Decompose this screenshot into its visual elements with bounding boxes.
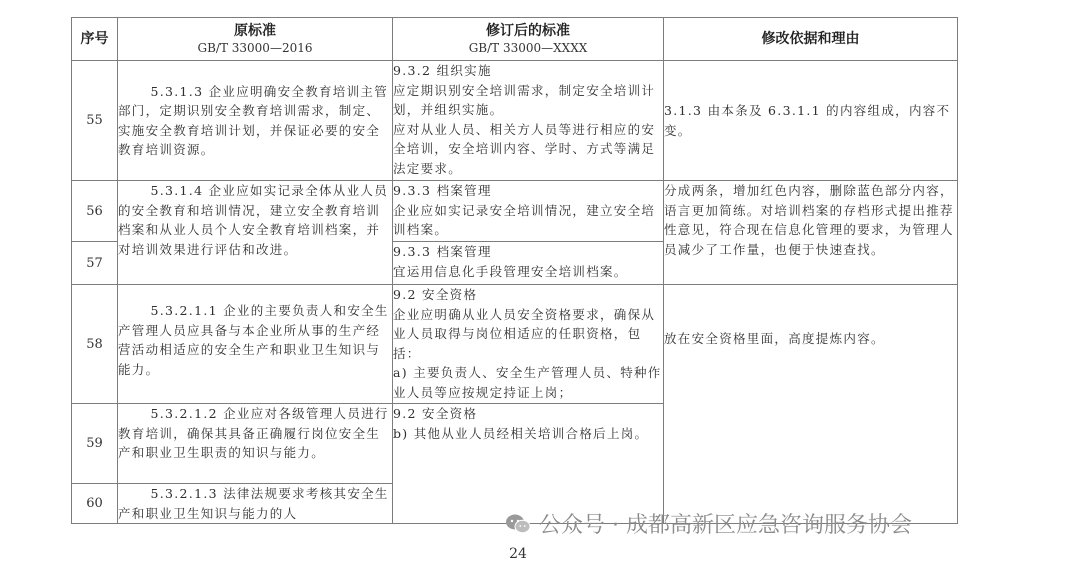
revision-reason: 3.1.3 由本条及 6.3.1.1 的内容组成，内容不变。 [664, 61, 958, 181]
revised-clause-title: 9.2 安全资格 [393, 406, 478, 421]
original-clause: 5.3.2.1.1 企业的主要负责人和安全生产管理人员应具备与本企业所从事的生产经营活动相适应的安全生产和职业卫生知识与能力。 [118, 285, 393, 404]
comparison-table [71, 17, 958, 524]
header-orig-code: GB/T 33000—2016 [197, 41, 313, 55]
revised-clause-text: a) 主要负责人、安全生产管理人员、特种作业人员等应按规定持证上岗； [393, 365, 662, 400]
revised-clause-text: b) 其他从业人员经相关培训合格后上岗。 [393, 425, 649, 441]
original-clause: 5.3.1.4 企业应如实记录全体从业人员的安全教育和培训情况，建立安全教育培训档案和从业人员个人安全教育培训档案，并对培训效果进行评估和改进。 [118, 181, 393, 285]
revised-clause-title: 9.2 安全资格 [393, 287, 478, 302]
header-reason [664, 18, 958, 61]
table-row [72, 181, 958, 242]
revised-clause-title: 9.3.2 组织实施 [393, 63, 492, 78]
header-revised-standard [393, 18, 664, 61]
revised-clause-text: 应定期识别安全培训需求，制定安全培训计划，并组织实施。 [393, 82, 656, 117]
page-number: 24 [509, 546, 527, 562]
row-number: 56 [72, 181, 118, 242]
row-number: 60 [72, 484, 118, 524]
row-number: 55 [72, 61, 118, 181]
revision-reason: 放在安全资格里面，高度提炼内容。 [664, 285, 958, 524]
header-rev-title: 修订后的标准 [486, 23, 570, 39]
revised-clause-title: 9.3.3 档案管理 [393, 244, 492, 259]
row-number: 59 [72, 404, 118, 484]
original-clause: 5.3.2.1.3 法律法规要求考核其安全生产和职业卫生知识与能力的人 [118, 484, 393, 524]
table-row [72, 285, 958, 404]
revised-clause-text: 企业应如实记录安全培训情况，建立安全培训档案。 [393, 202, 656, 237]
header-original-standard [118, 18, 393, 61]
watermark-text: 公众号 · 成都高新区应急咨询服务协会 [539, 513, 912, 538]
revised-clause [393, 242, 664, 285]
revised-clause-title: 9.3.3 档案管理 [393, 183, 492, 198]
header-seq-label: 序号 [80, 31, 109, 47]
header-reason-label: 修改依据和理由 [761, 31, 860, 47]
watermark [505, 508, 912, 539]
row-number: 57 [72, 242, 118, 285]
revision-reason: 分成两条，增加红色内容，删除蓝色部分内容，语言更加简练。对培训档案的存档形式提出推荐性意见，符合现在信息化管理的要求，为管理人员减少了工作量，也便于快速查找。 [664, 181, 958, 285]
revised-clause [393, 61, 664, 181]
header-row [72, 18, 958, 61]
revised-clause-text: 应对从业人员、相关方人员等进行相应的安全培训，安全培训内容、学时、方式等满足法定要求。 [393, 121, 656, 176]
row-number: 58 [72, 285, 118, 404]
revised-clause-text: 企业应明确从业人员安全资格要求，确保从业人员取得与岗位相适应的任职资格，包括： [393, 306, 656, 361]
original-clause: 5.3.2.1.2 企业应对各级管理人员进行教育培训，确保其具备正确履行岗位安全生产和职业卫生职责的知识与能力。 [118, 404, 393, 484]
original-clause: 5.3.1.3 企业应明确安全教育培训主管部门，定期识别安全教育培训需求，制定、实施安全教育培训计划，并保证必要的安全教育培训资源。 [118, 61, 393, 181]
header-rev-code: GB/T 33000—XXXX [468, 41, 588, 55]
revised-clause [393, 181, 664, 242]
revised-clause-text: 宜运用信息化手段管理安全培训档案。 [393, 263, 628, 279]
wechat-icon [505, 513, 531, 535]
table-row [72, 61, 958, 181]
header-orig-title: 原标准 [234, 23, 276, 39]
header-seq [72, 18, 118, 61]
revised-clause [393, 285, 664, 404]
revised-clause [393, 404, 664, 524]
